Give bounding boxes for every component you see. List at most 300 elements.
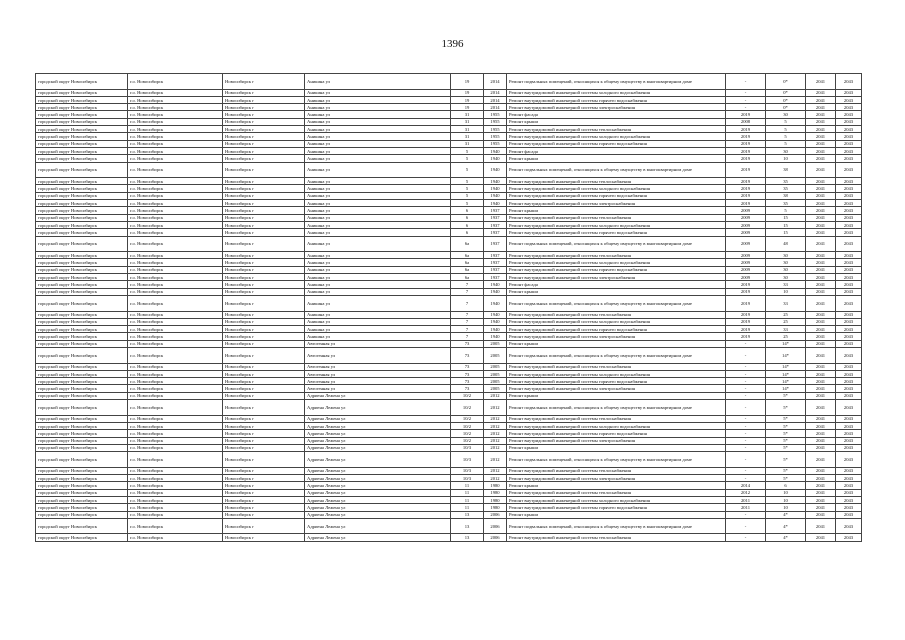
- table-row: [36, 200, 862, 207]
- period-end-cell: 2043: [836, 252, 862, 259]
- wear-percent-cell: 35: [766, 200, 806, 207]
- district-cell: городской округ Новосибирск: [36, 147, 128, 154]
- period-end-cell: 2043: [836, 518, 862, 534]
- house-number-cell: 5: [451, 192, 484, 199]
- district-cell: городской округ Новосибирск: [36, 363, 128, 370]
- period-end-cell: 2043: [836, 340, 862, 347]
- settlement-cell: г.о. Новосибирск: [128, 178, 223, 185]
- period-start-cell: 2041: [806, 295, 836, 311]
- work-type-cell: Ремонт внутридомовой инженерной системы горячего водоснабжения: [507, 378, 726, 385]
- period-end-cell: 2043: [836, 207, 862, 214]
- wear-percent-cell: 5*: [766, 452, 806, 468]
- period-end-cell: 2043: [836, 430, 862, 437]
- period-start-cell: 2041: [806, 274, 836, 281]
- city-cell: Новосибирск г: [223, 178, 305, 185]
- wear-percent-cell: 38: [766, 162, 806, 178]
- table-row: [36, 489, 862, 496]
- house-number-cell: 6: [451, 229, 484, 236]
- table-row: [36, 534, 862, 541]
- build-year-cell: 2012: [484, 467, 507, 474]
- table-row: [36, 104, 862, 111]
- district-cell: городской округ Новосибирск: [36, 185, 128, 192]
- work-type-cell: Ремонт внутридомовой инженерной системы электроснабжения: [507, 274, 726, 281]
- wear-percent-cell: 38: [766, 192, 806, 199]
- last-repair-year-cell: 2019: [726, 295, 766, 311]
- period-end-cell: 2043: [836, 475, 862, 482]
- build-year-cell: 1955: [484, 126, 507, 133]
- build-year-cell: 2014: [484, 104, 507, 111]
- house-number-cell: 31: [451, 126, 484, 133]
- period-start-cell: 2041: [806, 162, 836, 178]
- wear-percent-cell: 30: [766, 274, 806, 281]
- district-cell: городской округ Новосибирск: [36, 326, 128, 333]
- work-type-cell: Ремонт фасада: [507, 281, 726, 288]
- last-repair-year-cell: 2012: [726, 489, 766, 496]
- house-number-cell: 31: [451, 118, 484, 125]
- house-number-cell: 11: [451, 496, 484, 503]
- settlement-cell: г.о. Новосибирск: [128, 214, 223, 221]
- street-cell: Адриена Лежена ул: [305, 489, 451, 496]
- last-repair-year-cell: -: [726, 475, 766, 482]
- house-number-cell: 6а: [451, 252, 484, 259]
- city-cell: Новосибирск г: [223, 111, 305, 118]
- build-year-cell: 1940: [484, 281, 507, 288]
- work-type-cell: Ремонт внутридомовой инженерной системы теплоснабжения: [507, 178, 726, 185]
- wear-percent-cell: 35: [766, 178, 806, 185]
- last-repair-year-cell: 2019: [726, 281, 766, 288]
- street-cell: Адриена Лежена ул: [305, 482, 451, 489]
- settlement-cell: г.о. Новосибирск: [128, 111, 223, 118]
- build-year-cell: 2006: [484, 518, 507, 534]
- district-cell: городской округ Новосибирск: [36, 415, 128, 422]
- last-repair-year-cell: 2019: [726, 111, 766, 118]
- period-start-cell: 2041: [806, 266, 836, 273]
- house-number-cell: 73: [451, 347, 484, 363]
- settlement-cell: г.о. Новосибирск: [128, 318, 223, 325]
- table-row: [36, 96, 862, 103]
- district-cell: городской округ Новосибирск: [36, 452, 128, 468]
- period-end-cell: 2043: [836, 311, 862, 318]
- period-end-cell: 2043: [836, 147, 862, 154]
- period-start-cell: 2041: [806, 340, 836, 347]
- build-year-cell: 2012: [484, 437, 507, 444]
- settlement-cell: г.о. Новосибирск: [128, 252, 223, 259]
- house-number-cell: 13: [451, 511, 484, 518]
- period-start-cell: 2041: [806, 378, 836, 385]
- build-year-cell: 1940: [484, 192, 507, 199]
- city-cell: Новосибирск г: [223, 437, 305, 444]
- wear-percent-cell: 0*: [766, 104, 806, 111]
- last-repair-year-cell: 2019: [726, 147, 766, 154]
- street-cell: Аникина ул: [305, 104, 451, 111]
- period-start-cell: 2041: [806, 489, 836, 496]
- period-start-cell: 2041: [806, 370, 836, 377]
- last-repair-year-cell: -: [726, 534, 766, 541]
- wear-percent-cell: 30: [766, 111, 806, 118]
- period-end-cell: 2043: [836, 326, 862, 333]
- period-end-cell: 2043: [836, 96, 862, 103]
- period-start-cell: 2041: [806, 200, 836, 207]
- period-end-cell: 2043: [836, 178, 862, 185]
- period-end-cell: 2043: [836, 89, 862, 96]
- period-end-cell: 2043: [836, 259, 862, 266]
- settlement-cell: г.о. Новосибирск: [128, 104, 223, 111]
- settlement-cell: г.о. Новосибирск: [128, 496, 223, 503]
- city-cell: Новосибирск г: [223, 363, 305, 370]
- city-cell: Новосибирск г: [223, 422, 305, 429]
- period-start-cell: 2041: [806, 252, 836, 259]
- table-row: [36, 111, 862, 118]
- period-start-cell: 2041: [806, 363, 836, 370]
- period-end-cell: 2043: [836, 422, 862, 429]
- city-cell: Новосибирск г: [223, 185, 305, 192]
- street-cell: Аникина ул: [305, 89, 451, 96]
- settlement-cell: г.о. Новосибирск: [128, 400, 223, 416]
- work-type-cell: Ремонт подвальных помещений, относящихся к общему имуществу в многоквартирном доме: [507, 236, 726, 252]
- period-start-cell: 2041: [806, 140, 836, 147]
- period-start-cell: 2041: [806, 288, 836, 295]
- district-cell: городской округ Новосибирск: [36, 482, 128, 489]
- table-row: [36, 333, 862, 340]
- build-year-cell: 1937: [484, 266, 507, 273]
- work-type-cell: Ремонт внутридомовой инженерной системы теплоснабжения: [507, 252, 726, 259]
- build-year-cell: 1980: [484, 482, 507, 489]
- settlement-cell: г.о. Новосибирск: [128, 295, 223, 311]
- period-start-cell: 2041: [806, 518, 836, 534]
- district-cell: городской округ Новосибирск: [36, 392, 128, 399]
- build-year-cell: 1940: [484, 185, 507, 192]
- build-year-cell: 1937: [484, 252, 507, 259]
- period-end-cell: 2043: [836, 534, 862, 541]
- build-year-cell: 1940: [484, 288, 507, 295]
- street-cell: Автогенная ул: [305, 347, 451, 363]
- settlement-cell: г.о. Новосибирск: [128, 467, 223, 474]
- table-row: [36, 274, 862, 281]
- build-year-cell: 1937: [484, 236, 507, 252]
- wear-percent-cell: 5: [766, 126, 806, 133]
- build-year-cell: 2012: [484, 392, 507, 399]
- period-end-cell: 2043: [836, 155, 862, 162]
- table-row: [36, 511, 862, 518]
- work-type-cell: Ремонт крыши: [507, 444, 726, 451]
- district-cell: городской округ Новосибирск: [36, 347, 128, 363]
- table-body: [36, 74, 862, 542]
- settlement-cell: г.о. Новосибирск: [128, 126, 223, 133]
- build-year-cell: 2014: [484, 96, 507, 103]
- work-type-cell: Ремонт внутридомовой инженерной системы электроснабжения: [507, 104, 726, 111]
- wear-percent-cell: 30: [766, 259, 806, 266]
- wear-percent-cell: 6: [766, 482, 806, 489]
- district-cell: городской округ Новосибирск: [36, 96, 128, 103]
- house-number-cell: 6а: [451, 274, 484, 281]
- period-end-cell: 2043: [836, 104, 862, 111]
- build-year-cell: 1937: [484, 259, 507, 266]
- house-number-cell: 6а: [451, 236, 484, 252]
- build-year-cell: 2006: [484, 511, 507, 518]
- street-cell: Автогенная ул: [305, 370, 451, 377]
- street-cell: Аникина ул: [305, 185, 451, 192]
- wear-percent-cell: 4*: [766, 518, 806, 534]
- period-end-cell: 2043: [836, 185, 862, 192]
- house-number-cell: 19: [451, 74, 484, 90]
- district-cell: городской округ Новосибирск: [36, 437, 128, 444]
- settlement-cell: г.о. Новосибирск: [128, 534, 223, 541]
- table-row: [36, 475, 862, 482]
- wear-percent-cell: 0*: [766, 96, 806, 103]
- street-cell: Автогенная ул: [305, 378, 451, 385]
- work-type-cell: Ремонт внутридомовой инженерной системы электроснабжения: [507, 437, 726, 444]
- district-cell: городской округ Новосибирск: [36, 444, 128, 451]
- work-type-cell: Ремонт внутридомовой инженерной системы холодного водоснабжения: [507, 496, 726, 503]
- period-start-cell: 2041: [806, 482, 836, 489]
- table-row: [36, 118, 862, 125]
- district-cell: городской округ Новосибирск: [36, 266, 128, 273]
- house-number-cell: 7: [451, 281, 484, 288]
- work-type-cell: Ремонт внутридомовой инженерной системы горячего водоснабжения: [507, 266, 726, 273]
- wear-percent-cell: 30: [766, 252, 806, 259]
- build-year-cell: 2014: [484, 74, 507, 90]
- table-row: [36, 392, 862, 399]
- table-row: [36, 162, 862, 178]
- settlement-cell: г.о. Новосибирск: [128, 236, 223, 252]
- last-repair-year-cell: -: [726, 430, 766, 437]
- settlement-cell: г.о. Новосибирск: [128, 207, 223, 214]
- settlement-cell: г.о. Новосибирск: [128, 340, 223, 347]
- table-row: [36, 496, 862, 503]
- table-row: [36, 400, 862, 416]
- last-repair-year-cell: 2014: [726, 482, 766, 489]
- wear-percent-cell: 4*: [766, 511, 806, 518]
- city-cell: Новосибирск г: [223, 207, 305, 214]
- period-end-cell: 2043: [836, 378, 862, 385]
- city-cell: Новосибирск г: [223, 534, 305, 541]
- table-row: [36, 347, 862, 363]
- settlement-cell: г.о. Новосибирск: [128, 489, 223, 496]
- settlement-cell: г.о. Новосибирск: [128, 221, 223, 228]
- settlement-cell: г.о. Новосибирск: [128, 140, 223, 147]
- city-cell: Новосибирск г: [223, 133, 305, 140]
- district-cell: городской округ Новосибирск: [36, 200, 128, 207]
- table-row: [36, 155, 862, 162]
- settlement-cell: г.о. Новосибирск: [128, 274, 223, 281]
- work-type-cell: Ремонт внутридомовой инженерной системы горячего водоснабжения: [507, 229, 726, 236]
- wear-percent-cell: 35: [766, 185, 806, 192]
- last-repair-year-cell: 2019: [726, 133, 766, 140]
- district-cell: городской округ Новосибирск: [36, 229, 128, 236]
- last-repair-year-cell: 2019: [726, 311, 766, 318]
- table-row: [36, 221, 862, 228]
- build-year-cell: 1955: [484, 133, 507, 140]
- city-cell: Новосибирск г: [223, 274, 305, 281]
- period-end-cell: 2043: [836, 489, 862, 496]
- city-cell: Новосибирск г: [223, 452, 305, 468]
- city-cell: Новосибирск г: [223, 400, 305, 416]
- house-number-cell: 73: [451, 385, 484, 392]
- table-row: [36, 207, 862, 214]
- period-start-cell: 2041: [806, 155, 836, 162]
- last-repair-year-cell: 2009: [726, 259, 766, 266]
- last-repair-year-cell: -: [726, 89, 766, 96]
- district-cell: городской округ Новосибирск: [36, 281, 128, 288]
- street-cell: Адриена Лежена ул: [305, 430, 451, 437]
- wear-percent-cell: 0*: [766, 89, 806, 96]
- last-repair-year-cell: 2019: [726, 155, 766, 162]
- work-type-cell: Ремонт подвальных помещений, относящихся к общему имуществу в многоквартирном доме: [507, 400, 726, 416]
- table-row: [36, 140, 862, 147]
- period-start-cell: 2041: [806, 400, 836, 416]
- city-cell: Новосибирск г: [223, 229, 305, 236]
- period-end-cell: 2043: [836, 274, 862, 281]
- wear-percent-cell: 48: [766, 236, 806, 252]
- period-start-cell: 2041: [806, 118, 836, 125]
- period-end-cell: 2043: [836, 482, 862, 489]
- settlement-cell: г.о. Новосибирск: [128, 326, 223, 333]
- wear-percent-cell: 30: [766, 147, 806, 154]
- table-row: [36, 74, 862, 90]
- table-row: [36, 252, 862, 259]
- settlement-cell: г.о. Новосибирск: [128, 385, 223, 392]
- work-type-cell: Ремонт внутридомовой инженерной системы холодного водоснабжения: [507, 318, 726, 325]
- street-cell: Адриена Лежена ул: [305, 415, 451, 422]
- street-cell: Автогенная ул: [305, 363, 451, 370]
- last-repair-year-cell: -: [726, 452, 766, 468]
- last-repair-year-cell: -: [726, 96, 766, 103]
- house-number-cell: 10/3: [451, 475, 484, 482]
- wear-percent-cell: 5: [766, 133, 806, 140]
- period-end-cell: 2043: [836, 318, 862, 325]
- period-start-cell: 2041: [806, 207, 836, 214]
- city-cell: Новосибирск г: [223, 140, 305, 147]
- period-end-cell: 2043: [836, 363, 862, 370]
- period-start-cell: 2041: [806, 437, 836, 444]
- period-start-cell: 2041: [806, 534, 836, 541]
- last-repair-year-cell: -: [726, 511, 766, 518]
- period-end-cell: 2043: [836, 118, 862, 125]
- period-start-cell: 2041: [806, 430, 836, 437]
- table-row: [36, 378, 862, 385]
- settlement-cell: г.о. Новосибирск: [128, 415, 223, 422]
- city-cell: Новосибирск г: [223, 214, 305, 221]
- house-number-cell: 7: [451, 318, 484, 325]
- wear-percent-cell: 5: [766, 207, 806, 214]
- period-start-cell: 2041: [806, 318, 836, 325]
- settlement-cell: г.о. Новосибирск: [128, 89, 223, 96]
- last-repair-year-cell: -: [726, 422, 766, 429]
- work-type-cell: Ремонт внутридомовой инженерной системы горячего водоснабжения: [507, 96, 726, 103]
- street-cell: Адриена Лежена ул: [305, 392, 451, 399]
- district-cell: городской округ Новосибирск: [36, 422, 128, 429]
- wear-percent-cell: 5*: [766, 475, 806, 482]
- work-type-cell: Ремонт крыши: [507, 118, 726, 125]
- period-end-cell: 2043: [836, 295, 862, 311]
- city-cell: Новосибирск г: [223, 288, 305, 295]
- street-cell: Аникина ул: [305, 200, 451, 207]
- settlement-cell: г.о. Новосибирск: [128, 437, 223, 444]
- build-year-cell: 2012: [484, 400, 507, 416]
- settlement-cell: г.о. Новосибирск: [128, 147, 223, 154]
- settlement-cell: г.о. Новосибирск: [128, 162, 223, 178]
- settlement-cell: г.о. Новосибирск: [128, 392, 223, 399]
- build-year-cell: 1940: [484, 295, 507, 311]
- district-cell: городской округ Новосибирск: [36, 534, 128, 541]
- last-repair-year-cell: 2011: [726, 496, 766, 503]
- street-cell: Аникина ул: [305, 281, 451, 288]
- street-cell: Аникина ул: [305, 236, 451, 252]
- wear-percent-cell: 14*: [766, 347, 806, 363]
- build-year-cell: 2005: [484, 347, 507, 363]
- district-cell: городской округ Новосибирск: [36, 162, 128, 178]
- period-end-cell: 2043: [836, 266, 862, 273]
- period-start-cell: 2041: [806, 133, 836, 140]
- period-end-cell: 2043: [836, 200, 862, 207]
- period-end-cell: 2043: [836, 385, 862, 392]
- street-cell: Аникина ул: [305, 326, 451, 333]
- district-cell: городской округ Новосибирск: [36, 118, 128, 125]
- last-repair-year-cell: 2008: [726, 118, 766, 125]
- wear-percent-cell: 14*: [766, 370, 806, 377]
- work-type-cell: Ремонт крыши: [507, 340, 726, 347]
- street-cell: Адриена Лежена ул: [305, 504, 451, 511]
- street-cell: Аникина ул: [305, 74, 451, 90]
- street-cell: Аникина ул: [305, 311, 451, 318]
- city-cell: Новосибирск г: [223, 333, 305, 340]
- street-cell: Аникина ул: [305, 96, 451, 103]
- period-end-cell: 2043: [836, 444, 862, 451]
- house-number-cell: 73: [451, 378, 484, 385]
- street-cell: Адриена Лежена ул: [305, 496, 451, 503]
- work-type-cell: Ремонт внутридомовой инженерной системы теплоснабжения: [507, 534, 726, 541]
- settlement-cell: г.о. Новосибирск: [128, 155, 223, 162]
- period-start-cell: 2041: [806, 147, 836, 154]
- work-type-cell: Ремонт внутридомовой инженерной системы горячего водоснабжения: [507, 140, 726, 147]
- district-cell: городской округ Новосибирск: [36, 504, 128, 511]
- district-cell: городской округ Новосибирск: [36, 178, 128, 185]
- wear-percent-cell: 10: [766, 496, 806, 503]
- wear-percent-cell: 5*: [766, 467, 806, 474]
- period-start-cell: 2041: [806, 259, 836, 266]
- table-row: [36, 467, 862, 474]
- last-repair-year-cell: 2019: [726, 178, 766, 185]
- table-row: [36, 266, 862, 273]
- house-number-cell: 5: [451, 162, 484, 178]
- last-repair-year-cell: 2019: [726, 288, 766, 295]
- district-cell: городской округ Новосибирск: [36, 475, 128, 482]
- city-cell: Новосибирск г: [223, 281, 305, 288]
- district-cell: городской округ Новосибирск: [36, 385, 128, 392]
- house-number-cell: 10/3: [451, 467, 484, 474]
- build-year-cell: 2012: [484, 430, 507, 437]
- period-start-cell: 2041: [806, 452, 836, 468]
- house-number-cell: 10/2: [451, 392, 484, 399]
- period-start-cell: 2041: [806, 496, 836, 503]
- house-number-cell: 10/2: [451, 422, 484, 429]
- period-start-cell: 2041: [806, 467, 836, 474]
- build-year-cell: 2006: [484, 534, 507, 541]
- district-cell: городской округ Новосибирск: [36, 259, 128, 266]
- last-repair-year-cell: 2019: [726, 162, 766, 178]
- street-cell: Адриена Лежена ул: [305, 475, 451, 482]
- build-year-cell: 1940: [484, 178, 507, 185]
- last-repair-year-cell: 2009: [726, 207, 766, 214]
- house-number-cell: 19: [451, 96, 484, 103]
- city-cell: Новосибирск г: [223, 347, 305, 363]
- settlement-cell: г.о. Новосибирск: [128, 185, 223, 192]
- house-number-cell: 73: [451, 370, 484, 377]
- build-year-cell: 1940: [484, 318, 507, 325]
- city-cell: Новосибирск г: [223, 378, 305, 385]
- house-number-cell: 5: [451, 185, 484, 192]
- street-cell: Адриена Лежена ул: [305, 422, 451, 429]
